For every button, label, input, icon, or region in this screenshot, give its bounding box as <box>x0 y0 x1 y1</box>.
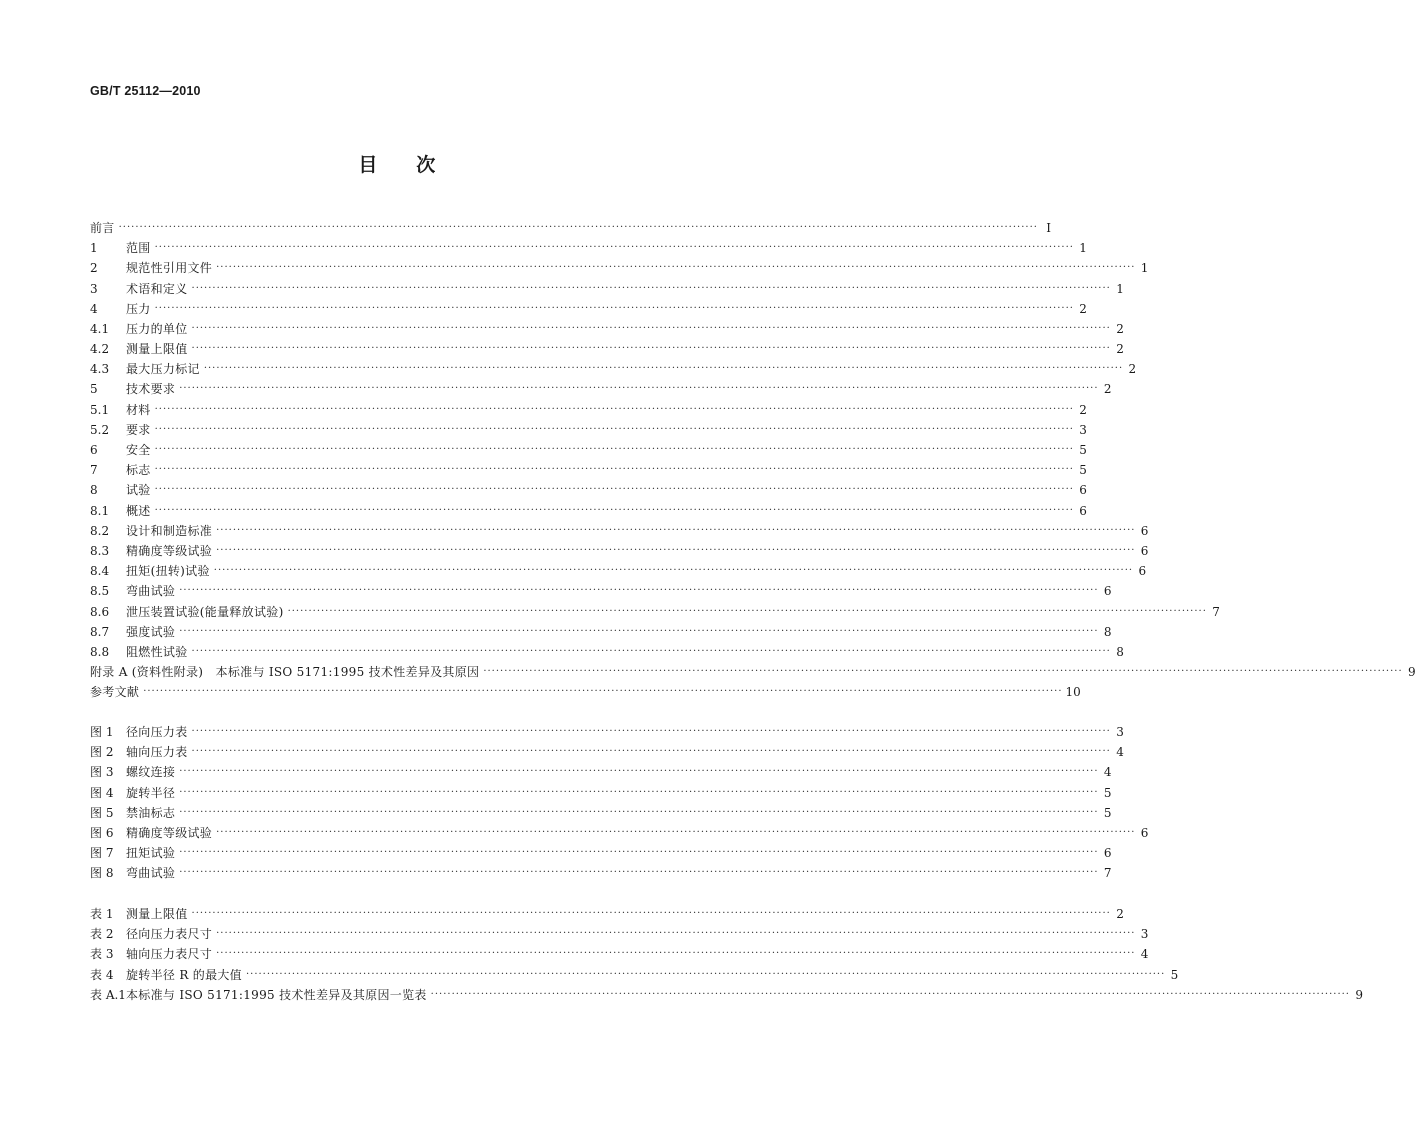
toc-entry-number: 5.2 <box>90 422 110 437</box>
table-entry-number: 表 3 <box>90 947 114 962</box>
toc-entry-label: 压力 <box>126 301 151 316</box>
dot-leader: ···························································································································································································································· <box>179 766 1099 778</box>
toc-entry-number: 8.1 <box>90 503 110 518</box>
figure-entry-page-number: 4 <box>1116 745 1124 760</box>
figure-entry[interactable] <box>90 722 1124 742</box>
toc-entry[interactable] <box>90 521 1149 541</box>
dot-leader: ···························································································································································································································· <box>154 302 1074 314</box>
dot-leader: ···························································································································································································································· <box>216 544 1136 556</box>
toc-main-section <box>90 218 1416 703</box>
figure-entry[interactable] <box>90 823 1149 843</box>
toc-entry[interactable] <box>90 420 1087 440</box>
toc-entry-label: 扭矩(扭转)试验 <box>126 564 210 579</box>
toc-entry-label: 强度试验 <box>126 624 176 639</box>
figure-entry[interactable] <box>90 843 1112 863</box>
toc-entry[interactable] <box>90 238 1087 258</box>
toc-entry[interactable] <box>90 339 1124 359</box>
table-entry-number: 表 2 <box>90 927 114 942</box>
dot-leader: ···························································································································································································································· <box>191 746 1111 758</box>
toc-entry-label: 材料 <box>126 402 151 417</box>
dot-leader: ···························································································································································································································· <box>191 282 1111 294</box>
toc-entry-label: 安全 <box>126 443 151 458</box>
toc-entry[interactable] <box>90 642 1124 662</box>
toc-entry[interactable] <box>90 299 1087 319</box>
toc-entry-page-number: 3 <box>1079 422 1087 437</box>
dot-leader: ···························································································································································································································· <box>191 725 1111 737</box>
figure-entry-page-number: 3 <box>1116 724 1124 739</box>
dot-leader: ···························································································································································································································· <box>154 444 1074 456</box>
toc-entry[interactable] <box>90 460 1087 480</box>
toc-entry-number: 8.6 <box>90 604 110 619</box>
toc-entry[interactable] <box>90 662 1416 682</box>
toc-entry-label: 技术要求 <box>126 382 176 397</box>
table-entry-label: 测量上限值 <box>126 906 188 921</box>
toc-entry-number: 2 <box>90 261 98 276</box>
toc-entry-label: 参考文献 <box>90 685 140 700</box>
dot-leader: ···························································································································································································································· <box>213 565 1134 577</box>
toc-entry-page-number: 9 <box>1408 665 1416 680</box>
figure-entry-page-number: 5 <box>1103 785 1112 800</box>
toc-entry-page-number: 6 <box>1103 584 1112 599</box>
figure-entry[interactable] <box>90 863 1112 883</box>
figure-entry-number: 图 7 <box>90 846 114 861</box>
dot-leader: ···························································································································································································································· <box>216 928 1136 940</box>
figure-entry[interactable] <box>90 762 1112 782</box>
table-entry[interactable] <box>90 965 1179 985</box>
toc-entry[interactable] <box>90 480 1087 500</box>
toc-entry[interactable] <box>90 319 1124 339</box>
toc-entry-page-number: 2 <box>1079 402 1087 417</box>
dot-leader: ···························································································································································································································· <box>430 988 1350 1000</box>
toc-entry-number: 4.3 <box>90 362 110 377</box>
toc-entry-label: 精确度等级试验 <box>126 543 213 558</box>
dot-leader: ···························································································································································································································· <box>179 585 1099 597</box>
toc-entry-label: 范围 <box>126 241 151 256</box>
dot-leader: ···························································································································································································································· <box>154 484 1074 496</box>
dot-leader: ···························································································································································································································· <box>203 363 1124 375</box>
toc-entry-label: 规范性引用文件 <box>126 261 213 276</box>
dot-leader: ···························································································································································································································· <box>179 625 1099 637</box>
dot-leader: ···························································································································································································································· <box>191 645 1111 657</box>
toc-entry-number: 8.2 <box>90 523 110 538</box>
dot-leader: ···························································································································································································································· <box>287 605 1207 617</box>
figure-entry-label: 径向压力表 <box>126 724 188 739</box>
toc-entry[interactable] <box>90 258 1149 278</box>
figure-entry-number: 图 3 <box>90 765 114 780</box>
dot-leader: ···························································································································································································································· <box>245 968 1166 980</box>
figure-entry-number: 图 6 <box>90 825 114 840</box>
toc-entry-label: 压力的单位 <box>126 321 188 336</box>
toc-entry-page-number: 2 <box>1128 362 1137 377</box>
toc-entry[interactable] <box>90 561 1147 581</box>
toc-title: 目 次 <box>358 154 436 176</box>
table-entry[interactable] <box>90 924 1149 944</box>
toc-entry-number: 7 <box>90 463 98 478</box>
toc-entry-number: 4.2 <box>90 342 110 357</box>
dot-leader: ···························································································································································································································· <box>143 686 1063 698</box>
toc-entry-page-number: 6 <box>1140 523 1149 538</box>
table-entry-label: 旋转半径 R 的最大值 <box>126 967 242 982</box>
figure-entry-number: 图 8 <box>90 866 114 881</box>
toc-entry-number: 8 <box>90 483 98 498</box>
toc-entry[interactable] <box>90 279 1124 299</box>
toc-entry-page-number: 6 <box>1079 503 1087 518</box>
toc-entry-label: 概述 <box>126 503 151 518</box>
figure-entry-number: 图 4 <box>90 785 114 800</box>
dot-leader: ···························································································································································································································· <box>179 786 1099 798</box>
figure-entry-page-number: 6 <box>1103 846 1112 861</box>
toc-entry-page-number: 5 <box>1079 443 1087 458</box>
dot-leader: ···························································································································································································································· <box>154 464 1074 476</box>
dot-leader: ···························································································································································································································· <box>179 383 1099 395</box>
toc-figures-section <box>90 722 1149 884</box>
toc-entry[interactable] <box>90 602 1220 622</box>
table-entry-label: 本标准与 ISO 5171:1995 技术性差异及其原因一览表 <box>126 987 427 1002</box>
toc-entry-number: 5 <box>90 382 98 397</box>
toc-entry[interactable] <box>90 380 1112 400</box>
toc-entry-page-number: 7 <box>1212 604 1220 619</box>
table-entry-page-number: 9 <box>1355 987 1363 1002</box>
toc-entry-page-number: 1 <box>1140 261 1149 276</box>
toc-entry-page-number: 6 <box>1140 543 1149 558</box>
dot-leader: ···························································································································································································································· <box>191 322 1111 334</box>
toc-entry-page-number: 6 <box>1138 564 1147 579</box>
toc-entry-label: 试验 <box>126 483 151 498</box>
toc-entry-number: 4.1 <box>90 321 110 336</box>
dot-leader: ···························································································································································································································· <box>179 867 1099 879</box>
figure-entry-label: 旋转半径 <box>126 785 176 800</box>
table-entry-label: 轴向压力表尺寸 <box>126 947 213 962</box>
toc-entry-page-number: 8 <box>1116 644 1124 659</box>
toc-entry[interactable] <box>90 400 1087 420</box>
table-entry-page-number: 4 <box>1140 947 1149 962</box>
toc-entry-label: 设计和制造标准 <box>126 523 213 538</box>
dot-leader: ···························································································································································································································· <box>216 826 1136 838</box>
figure-entry-page-number: 5 <box>1103 805 1112 820</box>
toc-entry-number: 5.1 <box>90 402 110 417</box>
toc-entry-number: 4 <box>90 301 98 316</box>
table-entry-page-number: 2 <box>1116 906 1124 921</box>
table-entry-number: 表 A.1 <box>90 987 126 1002</box>
toc-entry[interactable] <box>90 501 1087 521</box>
toc-entry-label: 前言 <box>90 220 115 235</box>
dot-leader: ···························································································································································································································· <box>154 242 1074 254</box>
figure-entry-label: 弯曲试验 <box>126 866 176 881</box>
toc-entry-label: 要求 <box>126 422 151 437</box>
toc-entry-page-number: Ⅰ <box>1046 220 1051 235</box>
toc-entry-page-number: 6 <box>1079 483 1087 498</box>
dot-leader: ···························································································································································································································· <box>216 948 1136 960</box>
figure-entry[interactable] <box>90 742 1124 762</box>
toc-entry-number: 8.8 <box>90 644 110 659</box>
toc-entry-label: 术语和定义 <box>126 281 188 296</box>
toc-entry-label: 弯曲试验 <box>126 584 176 599</box>
toc-entry-number: 8.4 <box>90 564 110 579</box>
toc-entry-label: 标志 <box>126 463 151 478</box>
dot-leader: ···························································································································································································································· <box>191 343 1111 355</box>
dot-leader: ···························································································································································································································· <box>483 666 1403 678</box>
toc-entry-page-number: 2 <box>1116 321 1124 336</box>
toc-entry-page-number: 1 <box>1079 241 1087 256</box>
dot-leader: ···························································································································································································································· <box>216 262 1136 274</box>
toc-entry-label: 泄压装置试验(能量释放试验) <box>126 604 284 619</box>
toc-tables-section <box>90 904 1363 1005</box>
toc-entry-label: 附录 A (资料性附录) 本标准与 ISO 5171:1995 技术性差异及其原因 <box>90 665 480 680</box>
toc-entry[interactable] <box>90 581 1112 601</box>
dot-leader: ···························································································································································································································· <box>118 221 1038 233</box>
toc-entry[interactable] <box>90 682 1081 702</box>
toc-entry[interactable] <box>90 218 1051 238</box>
toc-entry-number: 1 <box>90 241 98 256</box>
figure-entry-page-number: 6 <box>1140 825 1149 840</box>
figure-entry-page-number: 4 <box>1103 765 1112 780</box>
figure-entry-page-number: 7 <box>1103 866 1112 881</box>
figure-entry-label: 轴向压力表 <box>126 745 188 760</box>
table-entry-number: 表 4 <box>90 967 114 982</box>
figure-entry-number: 图 5 <box>90 805 114 820</box>
figure-entry-number: 图 1 <box>90 724 114 739</box>
toc-entry-page-number: 10 <box>1065 685 1081 700</box>
dot-leader: ···························································································································································································································· <box>216 524 1136 536</box>
toc-entry-page-number: 2 <box>1116 342 1124 357</box>
figure-entry-label: 精确度等级试验 <box>126 825 213 840</box>
dot-leader: ···························································································································································································································· <box>191 907 1111 919</box>
toc-entry-number: 8.7 <box>90 624 110 639</box>
figure-entry-label: 螺纹连接 <box>126 765 176 780</box>
table-entry-page-number: 3 <box>1140 927 1149 942</box>
toc-entry-number: 3 <box>90 281 98 296</box>
toc-entry-label: 测量上限值 <box>126 342 188 357</box>
document-code: GB/T 25112—2010 <box>90 84 201 98</box>
figure-entry[interactable] <box>90 803 1112 823</box>
toc-entry-page-number: 2 <box>1103 382 1112 397</box>
figure-entry-label: 扭矩试验 <box>126 846 176 861</box>
figure-entry-number: 图 2 <box>90 745 114 760</box>
toc-entry-label: 阻燃性试验 <box>126 644 188 659</box>
table-entry-label: 径向压力表尺寸 <box>126 927 213 942</box>
table-entry-page-number: 5 <box>1170 967 1179 982</box>
toc-entry-page-number: 5 <box>1079 463 1087 478</box>
toc-entry[interactable] <box>90 541 1149 561</box>
dot-leader: ···························································································································································································································· <box>179 806 1099 818</box>
toc-entry[interactable] <box>90 440 1087 460</box>
dot-leader: ···························································································································································································································· <box>154 423 1074 435</box>
toc-entry-page-number: 1 <box>1116 281 1124 296</box>
table-entry[interactable] <box>90 944 1149 964</box>
table-entry[interactable] <box>90 985 1363 1005</box>
toc-entry-number: 8.5 <box>90 584 110 599</box>
table-entry-number: 表 1 <box>90 906 114 921</box>
toc-entry-page-number: 2 <box>1079 301 1087 316</box>
dot-leader: ···························································································································································································································· <box>179 847 1099 859</box>
dot-leader: ···························································································································································································································· <box>154 504 1074 516</box>
dot-leader: ···························································································································································································································· <box>154 403 1074 415</box>
toc-entry[interactable] <box>90 622 1112 642</box>
toc-entry[interactable] <box>90 359 1137 379</box>
figure-entry-label: 禁油标志 <box>126 805 176 820</box>
figure-entry[interactable] <box>90 783 1112 803</box>
toc-entry-page-number: 8 <box>1103 624 1112 639</box>
toc-entry-label: 最大压力标记 <box>126 362 200 377</box>
toc-entry-number: 6 <box>90 443 98 458</box>
toc-entry-number: 8.3 <box>90 543 110 558</box>
table-entry[interactable] <box>90 904 1124 924</box>
